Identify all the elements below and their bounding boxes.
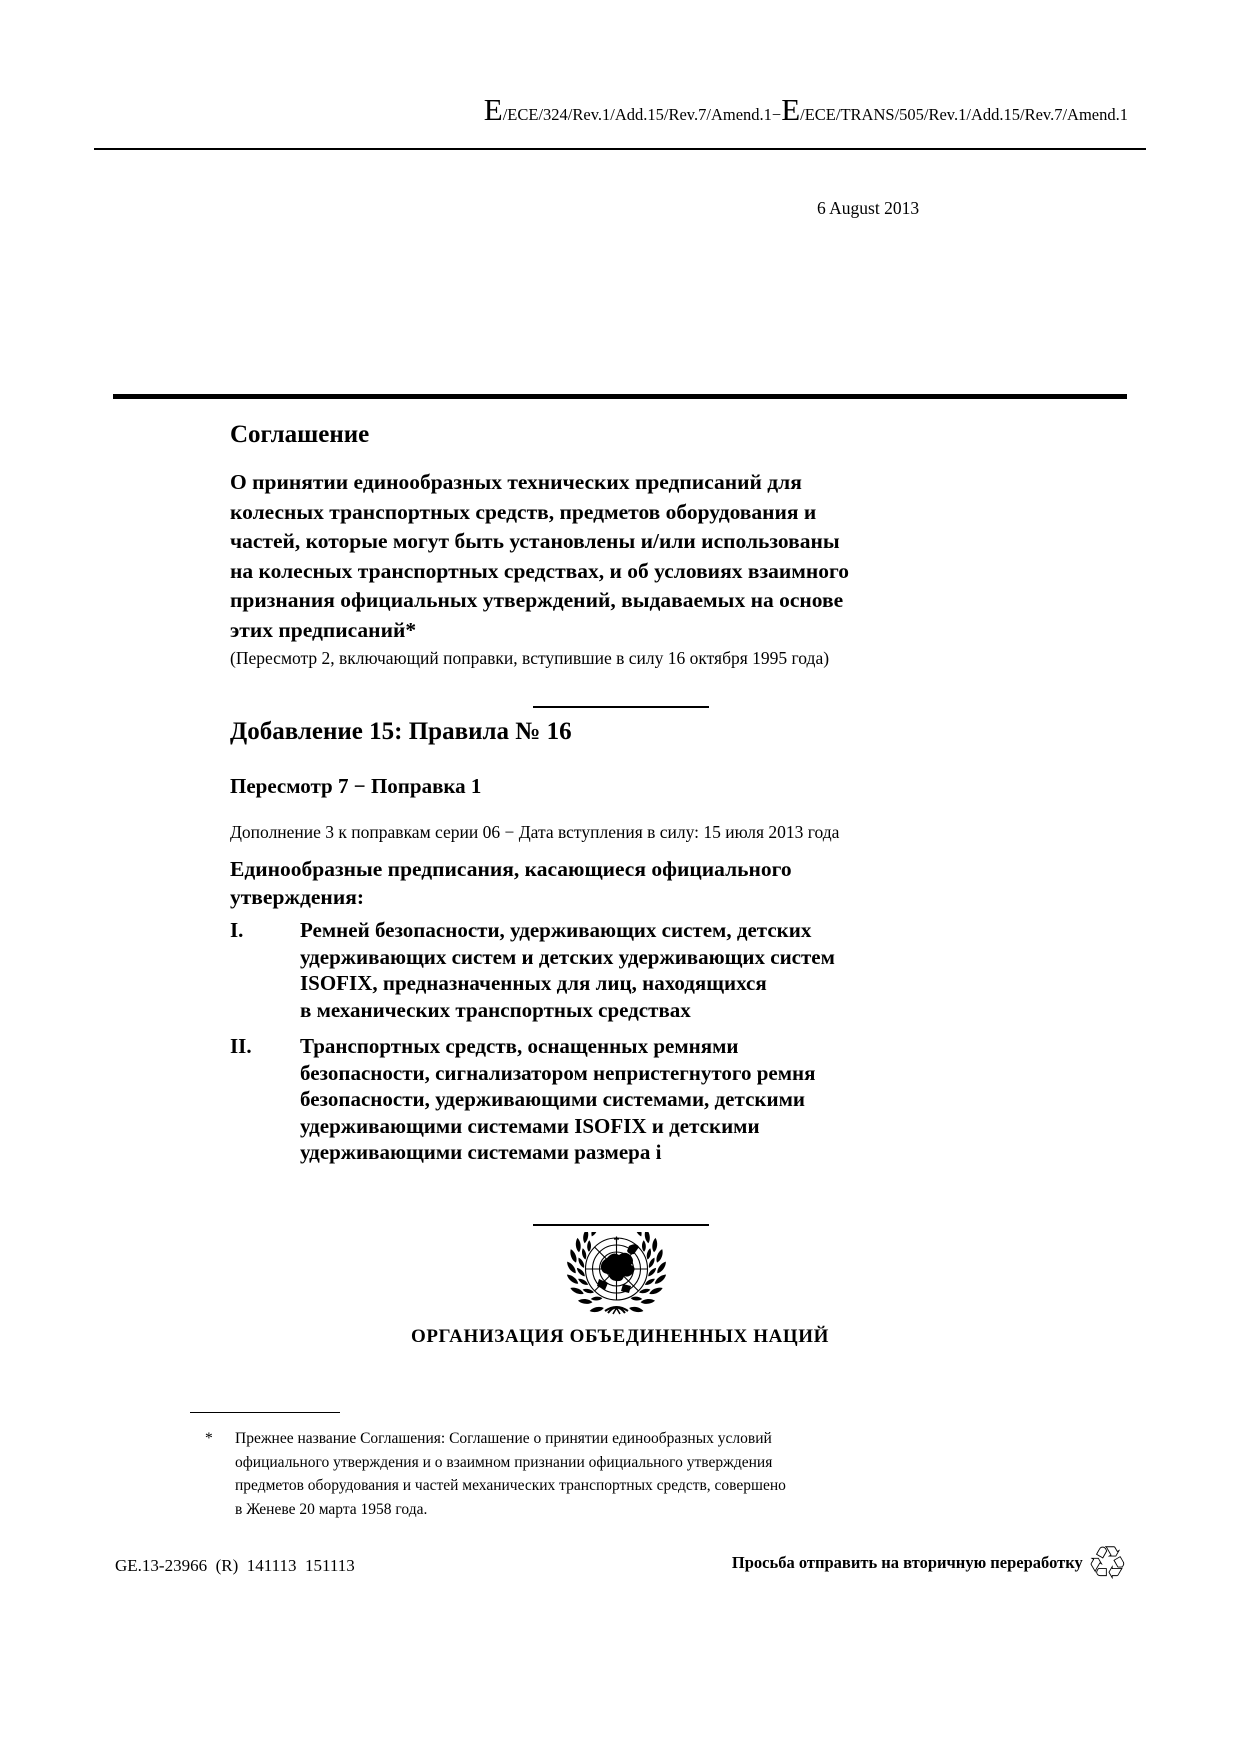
document-symbol-big-e-1: E xyxy=(483,92,503,127)
agreement-title-line: на колесных транспортных средствах, и об условиях взаимного xyxy=(230,558,849,583)
topic-item-line: Ремней безопасности, удерживающих систем, детских xyxy=(300,918,812,942)
title-block-rule xyxy=(113,394,1127,399)
addendum-supplement-note: Дополнение 3 к поправкам серии 06 − Дата вступления в силу: 15 июля 2013 года xyxy=(230,822,840,842)
footnote-text xyxy=(235,1427,786,1521)
document-reference-number: GE.13-23966 (R) 141113 151113 xyxy=(115,1556,355,1575)
document-symbol-part-1: /ECE/324/Rev.1/Add.15/Rev.7/Amend.1− xyxy=(502,105,782,124)
topic-item-line: удерживающими системами размера i xyxy=(300,1140,662,1164)
addendum-revision-heading: Пересмотр 7 − Поправка 1 xyxy=(230,774,482,798)
agreement-title xyxy=(230,468,849,645)
section-divider xyxy=(533,706,709,708)
recycle-icon: ♲ xyxy=(1086,1536,1128,1590)
organization-name: ОРГАНИЗАЦИЯ ОБЪЕДИНЕННЫХ НАЦИЙ xyxy=(410,1326,830,1347)
topic-item-numeral: II. xyxy=(230,1034,252,1058)
footnote-marker: * xyxy=(205,1430,213,1447)
document-symbol-big-e-2: E xyxy=(781,92,801,127)
document-date: 6 August 2013 xyxy=(817,198,920,218)
topic-item-line: удерживающих систем и детских удерживающих систем xyxy=(300,944,835,969)
topic-item-line: удерживающими системами ISOFIX и детскими xyxy=(300,1113,760,1138)
agreement-title-line: этих предписаний* xyxy=(230,617,417,642)
header-rule xyxy=(94,148,1146,150)
footnote-line: предметов оборудования и частей механических транспортных средств, совершено xyxy=(235,1477,786,1494)
topic-item-2 xyxy=(230,1033,835,1166)
agreement-revision-note: (Пересмотр 2, включающий поправки, вступившие в силу 16 октября 1995 года) xyxy=(230,648,830,668)
addendum-subject xyxy=(230,855,792,911)
footnote-line: в Женеве 20 марта 1958 года. xyxy=(235,1500,428,1518)
topic-item-line: Транспортных средств, оснащенных ремнями xyxy=(300,1034,739,1058)
agreement-heading: Соглашение xyxy=(230,421,370,448)
footnote-line: официального утверждения и о взаимном признании официального утверждения xyxy=(235,1453,773,1471)
agreement-title-line: О принятии единообразных технических предписаний для xyxy=(230,470,802,494)
section-divider xyxy=(533,1224,709,1226)
topic-item-line: в механических транспортных средствах xyxy=(300,997,691,1022)
agreement-title-line: колесных транспортных средств, предметов оборудования и xyxy=(230,499,817,524)
un-emblem-icon xyxy=(563,1232,670,1316)
recycle-note-text: Просьба отправить на вторичную переработку xyxy=(731,1553,1083,1572)
topic-item-text xyxy=(300,917,835,1023)
footnote-line: Прежнее название Соглашения: Соглашение о принятии единообразных условий xyxy=(235,1430,772,1447)
footnote xyxy=(205,1427,786,1521)
footnote-rule xyxy=(190,1412,340,1413)
agreement-title-line: частей, которые могут быть установлены и/или использованы xyxy=(230,529,840,553)
topic-item-1 xyxy=(230,917,835,1023)
topic-item-line: ISOFIX, предназначенных для лиц, находящихся xyxy=(300,971,767,995)
addendum-subject-line: Единообразные предписания, касающиеся официального xyxy=(230,857,792,881)
agreement-title-line: признания официальных утверждений, выдаваемых на основе xyxy=(230,588,844,612)
topic-item-text xyxy=(300,1033,835,1166)
recycle-notice xyxy=(731,1536,1128,1590)
topic-item-numeral: I. xyxy=(230,918,244,942)
addendum-subject-line: утверждения: xyxy=(230,885,364,909)
topic-item-line: безопасности, удерживающими системами, детскими xyxy=(300,1087,805,1111)
addendum-heading: Добавление 15: Правила № 16 xyxy=(230,718,572,745)
topic-list xyxy=(230,917,835,1176)
document-symbol xyxy=(484,94,1128,125)
topic-item-line: безопасности, сигнализатором непристегнутого ремня xyxy=(300,1060,816,1085)
document-symbol-part-2: /ECE/TRANS/505/Rev.1/Add.15/Rev.7/Amend.1 xyxy=(800,105,1128,124)
